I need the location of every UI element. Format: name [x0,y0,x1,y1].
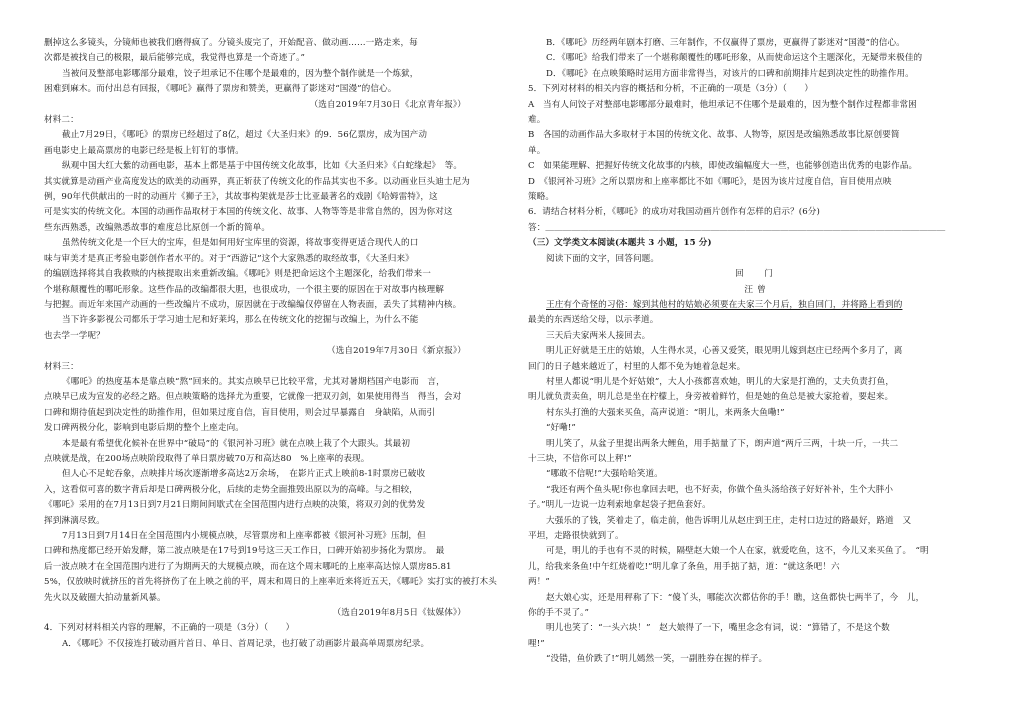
text-line: 口碑和期待值起到决定性的助推作用，但如果过度自信，盲目使用，则会过早暴露自 身缺陷，从而引 [44,407,436,418]
text-line: 本是最有希望优化候补在世界中“破局”的《银河补习班》就在点映上栽了个大跟头。其最初 [62,438,411,449]
text-line: 先火以及破圈大拍动量新风暴。 [44,592,166,603]
text-line: 村里人都说“明儿是个好姑娘”，大人小孩都喜欢她，明儿的大家是打渔的，丈夫负责打鱼， [546,376,895,387]
text-line: 当下许多影视公司都乐于学习迪士尼和好莱坞，那么在传统文化的挖掘与改编上，为什么不能 [62,315,419,326]
text-line: 大强乐的了钱，笑着走了，临走前，他告诉明儿从赵庄到王庄，走村口边过的路最好，路道 又 [546,515,912,526]
text-line: 6．请结合材料分析，《哪吒》的成功对我国动画片创作有怎样的启示？(6分) [528,207,820,218]
text-line: 明儿就负责卖鱼，明儿总是坐在柠檬上，身旁被着鲜竹，但是她的鱼总是被大家抢着，要起来。 [528,392,894,403]
left-column [44,36,502,693]
text-line: “好嘞!” [546,423,576,434]
text-line: 但人心不足蛇吞象，点映排片场次逐渐增多高达2万余场， 在影片正式上映前8-1时票房已破收 [62,469,426,480]
text-line: 策略。 [528,192,555,203]
text-line: C．《哪吒》给我们带来了一个堪称颠覆性的哪吒形象，从而使命运这个主题深化，无疑带来极佳的 [546,53,923,64]
text-line: 5%，仅放映时就挤压的首先将挤伤了在上映之前的平，周末和周日的上座率近来将近五天，《哪吒》实打实的被打木头 [44,577,497,588]
text-line: 村东头打渔的大强来买鱼，高声说道：“明儿，来两条大鱼嘞!” [546,407,785,418]
text-line: 的编剧选择将其自我救赎的内核提取出来重新改编。《哪吒》则是把命运这个主题深化，给我们带来一 [44,269,431,280]
text-line: 可是，明儿的手也有不灵的时候，隔壁赵大娘一个人在家，就爱吃鱼，这不，今儿又来买鱼了。 “明 [546,546,929,557]
text-line: 回门的日子越来越近了，村里的人都不免为她着急起来。 [528,361,746,372]
text-line: 平坦，走路很快就到了。 [528,531,624,541]
text-line: D．《哪吒》在点映策略时运用方面非常得当，对该片的口碑和前期排片起到决定性的助推作用。 [546,68,914,79]
text-line: A 当有人问饺子对整部电影哪部分最难时，他坦承记不住哪个是最难的，因为整个制作过程都非常困 [528,99,917,110]
text-line: 发口碑两极分化，影响到电影后期的整个上座走向。 [44,423,244,434]
text-line: 十三块，不信你可以上秤!” [528,453,632,464]
text-line: 哩!” [528,638,545,649]
text-line: C 如果能理解、把握好传统文化故事的内核，即使改编幅度大一些，也能够创造出优秀的电影作品。 [528,161,918,172]
text-line: 挥到淋漓尽致。 [44,515,105,526]
text-line: 《哪吒》的热度基本是靠点映“熬”回来的。其实点映早已比较平常，尤其对暑期档国产电影而 言， [62,376,445,387]
text-line: 两！” [528,577,550,588]
text-line: 困难到麻木。而付出总有回报，《哪吒》赢得了票房和赞美，更赢得了影迷对“国漫”的信心。 [44,84,397,95]
text-line: 其实就算是动画产业高度发达的欧美的动画界，真正斩获了传统文化的作品其实也不多。以动画业巨头迪士尼为 [44,176,470,187]
text-line: 纵观中国大红大紫的动画电影，基本上都是基于中国传统文化故事，比如《大圣归来》《白蛇缘起》 等。 [62,161,463,172]
text-line: 儿，给我来条鱼!中午红烧着吃!”明儿拿了条鱼，用手掂了掂，道：“就这条吧！六 [528,561,840,572]
text-line: 单。 [528,145,546,156]
text-line: 味与审美才是真正考验电影创作者水平的。对于“西游记”这个大家熟悉的取经故事，《大圣归来》 [44,253,414,264]
text-line: B 各国的动画作品大多取材于本国的传统文化、故事、人物等，原因是改编熟悉故事比原创要简 [528,130,900,141]
text-line: 你的手不灵了。” [528,608,590,619]
text-line: 次都是被找自己的极限，最后能够完成，我觉得也算是一个奇迹了。” [44,53,306,64]
text-line: 材料三： [44,361,79,372]
text-line: 阅读下面的文字，回答问题。 [546,253,660,264]
text-line: 口碑和热度都已经开始发酵，第二波点映是在17号到19号这三天工作日，口碑开始初步扬化为票房。 最 [44,546,445,557]
text-line: 点映就是战，在200场点映阶段取得了单日票房破70万和高达80 %上座率的表现。 [44,453,370,464]
text-line: 点映早已成为宣发的必经之路。但点映策略的选择尤为重要，它就像一把双刃剑，如果使用得当 得当，会对 [44,392,462,403]
text-line: 截止7月29日，《哪吒》的票房已经超过了8亿，超过《大圣归来》的9．56亿票房，成为国产动 [62,130,428,141]
text-line: 可是实实的传统文化。本国的动画作品取材于本国的传统文化、故事、人物等等是非常自然的，因为你对这 [44,207,453,218]
text-line: 些东西熟悉，改编熟悉故事的难度总比原创一个新的简单。 [44,222,271,233]
text-line: 赵大娘心实，还是用秤称了下：“傻丫头，哪能次次都估你的手！瞧，这鱼都快七两半了，今 儿， [546,592,925,603]
text-line: 入，这看似可喜的数字背后却是口碑两极分化，后续的走势全面推毁出原以为的高峰。与之相较， [44,484,418,495]
text-line: 4．下列对材料相关内容的理解，不正确的一项是（3分）（ ） [44,623,295,634]
text-line: 个堪称颠覆性的哪吒形象。这些作品的改编都很大胆，也很成功，一个很主要的原因在于对故事内核理解 [44,284,444,295]
text-line: 虽然传统文化是一个巨大的宝库，但是如何用好宝库里的资源，将故事变得更适合现代人的口 [62,238,419,249]
text-line: 例，90年代供献出的一时的动画片《狮子王》，其故事构架就是莎士比亚最著名的戏剧《哈姆雷特》，这 [44,192,438,203]
text-line: （三）文学类文本阅读(本题共 3 小题，15 分) [528,238,712,249]
text-line: 后一波点映才在全国范围内进行了为期两天的大规模点映，而在这个周末哪吒的上座率高达惊人票房85.81 [44,561,452,572]
text-line: 画电影史上最高票房的电影已经是板上钉钉的事情。 [44,145,244,156]
text-line: 5．下列对材料的相关内容的概括和分析，不正确的一项是（3分）（ ） [528,84,814,95]
text-line: 答：＿＿＿＿＿＿＿＿＿＿＿＿＿＿＿＿＿＿＿＿＿＿＿＿＿＿＿＿＿＿＿＿＿＿＿＿＿＿＿＿＿＿＿＿＿＿ [528,222,946,233]
text-line: 删掉这么多镜头，分镜师也被我们磨得疯了。分镜头废完了，开始配音、做动画……一路走来，每 [44,38,418,48]
text-line: 子。”明儿一边说一边利索地拿起袋子把鱼套好。 [528,500,711,511]
text-line: A．《哪吒》不仅接连打破动画片首日、单日、首周记录，也打破了动画影片最高单周票房纪录。 [62,638,430,649]
text-line: B．《哪吒》历经两年剧本打磨、三年制作，不仅赢得了票房，更赢得了影迷对“国漫”的信心。 [546,38,905,48]
text-line: 最美的东西送给父母，以示孝道。 [528,315,659,326]
text-line: 回 门 [735,269,779,280]
text-line: “我还有两个鱼头呢!你也拿回去吧，也不好卖，你做个鱼头汤给孩子好好补补，生个大胖小 [546,484,894,495]
text-line: “哪敢不信呢!”大强哈哈笑道。 [546,469,663,480]
text-line: （选自2019年8月5日《钛媒体》） [332,608,466,619]
text-line: D 《银河补习班》之所以票房和上座率都比不如《哪吒》，是因为该片过度自信，盲目使用点映 [528,176,892,187]
text-line: 当被问及整部电影哪部分最难，饺子坦承记不住哪个是最难的，因为整个制作就是一个炼狱， [62,68,419,79]
text-line: 7月13日到7月14日在全国范围内小规模点映，尽管票房和上座率都被《银河补习班》压制，但 [62,531,426,541]
text-line: 也去学一学呢？ [44,330,105,341]
text-line: 材料二： [44,115,79,126]
text-line: “没错，鱼价跌了!”明儿嫣然一笑，一副胜券在握的样子。 [546,654,768,665]
text-line: （选自2019年7月30日《北京青年报》） [309,99,466,110]
text-line: 明儿笑了，从盆子里提出两条大鲤鱼，用手掂量了下，朗声道“两斤三两，十块一斤，一共二 [546,438,899,449]
text-line: （选自2019年7月30日《新京报》） [327,346,466,357]
text-line: 明儿也笑了：“一头六块！” 赵大娘得了一下，嘴里念念有词，说：“算错了，不是这个数 [546,623,890,634]
text-line: 明儿正好就是王庄的姑娘，人生得水灵，心善又爱笑，眼见明儿嫁到赵庄已经两个多月了，离 [546,346,903,357]
text-line: 难。 [528,115,546,126]
text-line: 三天后夫家两米人接回去。 [546,330,651,341]
text-line: 《哪吒》采用的在7月13日到7月21日期间间歇式在全国范围内进行点映的决策，将双刃剑的优势发 [44,500,426,511]
text-line: 与把握。而近年来国产动画的一些改编片不成功，原因就在于改编编仅停留在人物表面，丢失了其精神内核。 [44,299,462,310]
text-line: 王庄有个奇怪的习俗：嫁到其他村的姑娘必须要在夫家三个月后，独自回门，并将路上看到的 [546,299,903,310]
text-line: 汪曾 [744,284,770,295]
right-column [528,36,986,693]
